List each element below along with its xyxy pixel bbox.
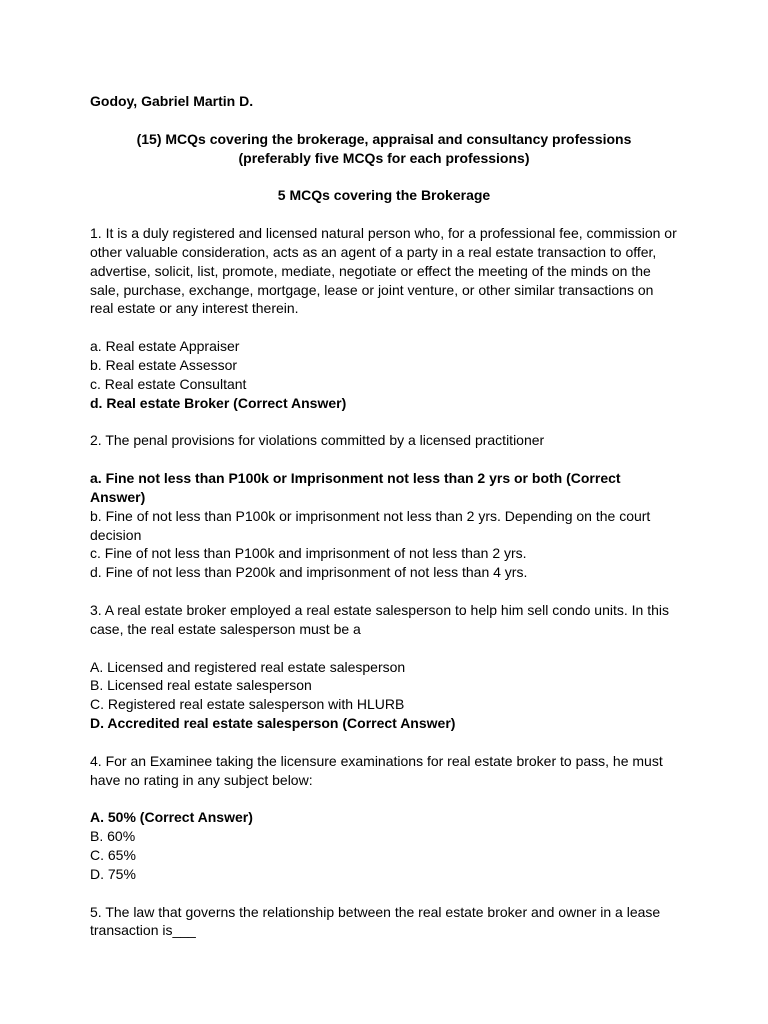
answer-option: B. 60% [90, 828, 136, 845]
question-text: 4. For an Examinee taking the licensure examinations for real estate broker to pass, he must have no rating in any subject below: [90, 752, 663, 788]
correct-answer-option: d. Real estate Broker (Correct Answer) [90, 394, 347, 411]
question-5 [90, 903, 678, 941]
answer-option: b. Real estate Assessor [90, 356, 238, 373]
answer-options [90, 337, 678, 412]
answer-options [90, 469, 678, 582]
answer-option: c. Fine of not less than P100k and imprisonment of not less than 2 yrs. [90, 545, 527, 562]
question-text: 3. A real estate broker employed a real estate salesperson to help him sell condo units. In this case, the real estate salesperson must be a [90, 601, 669, 637]
correct-answer-option: A. 50% (Correct Answer) [90, 809, 253, 826]
answer-option: b. Fine of not less than P100k or imprisonment not less than 2 yrs. Depending on the court decision [90, 507, 651, 543]
answer-option: D. 75% [90, 865, 136, 882]
question-2 [90, 431, 678, 582]
question-text: 5. The law that governs the relationship between the real estate broker and owner in a lease transaction is___ [90, 903, 661, 939]
answer-option: a. Real estate Appraiser [90, 338, 240, 355]
answer-option: C. 65% [90, 846, 136, 863]
answer-option: C. Registered real estate salesperson with HLURB [90, 696, 405, 713]
answer-option: d. Fine of not less than P200k and imprisonment of not less than 4 yrs. [90, 564, 528, 581]
answer-option: A. Licensed and registered real estate salesperson [90, 658, 406, 675]
document-heading: (15) MCQs covering the brokerage, appraisal and consultancy professions (preferably five MCQs for each professions) [136, 130, 632, 166]
question-text: 2. The penal provisions for violations committed by a licensed practitioner [90, 432, 545, 449]
question-text: 1. It is a duly registered and licensed natural person who, for a professional fee, commission or other valuable consideration, acts as an agent of a party in a real estate transaction to offer, advertise, solicit, list, promote, mediate, negotiate or effect the meeting of the minds on the sale, purchase, exchange, mortgage, lease or joint venture, or other similar transactions on real estate or any interest therein. [90, 225, 677, 317]
answer-options [90, 658, 678, 733]
correct-answer-option: a. Fine not less than P100k or Imprisonment not less than 2 yrs or both (Correct Answer) [90, 470, 621, 505]
section-heading: 5 MCQs covering the Brokerage [277, 187, 491, 204]
question-3 [90, 601, 678, 733]
question-1 [90, 224, 678, 412]
answer-option: c. Real estate Consultant [90, 375, 247, 392]
correct-answer-option: D. Accredited real estate salesperson (Correct Answer) [90, 714, 456, 731]
answer-options [90, 808, 678, 883]
answer-option: B. Licensed real estate salesperson [90, 677, 312, 694]
question-4 [90, 752, 678, 884]
author-name: Godoy, Gabriel Martin D. [90, 93, 254, 109]
